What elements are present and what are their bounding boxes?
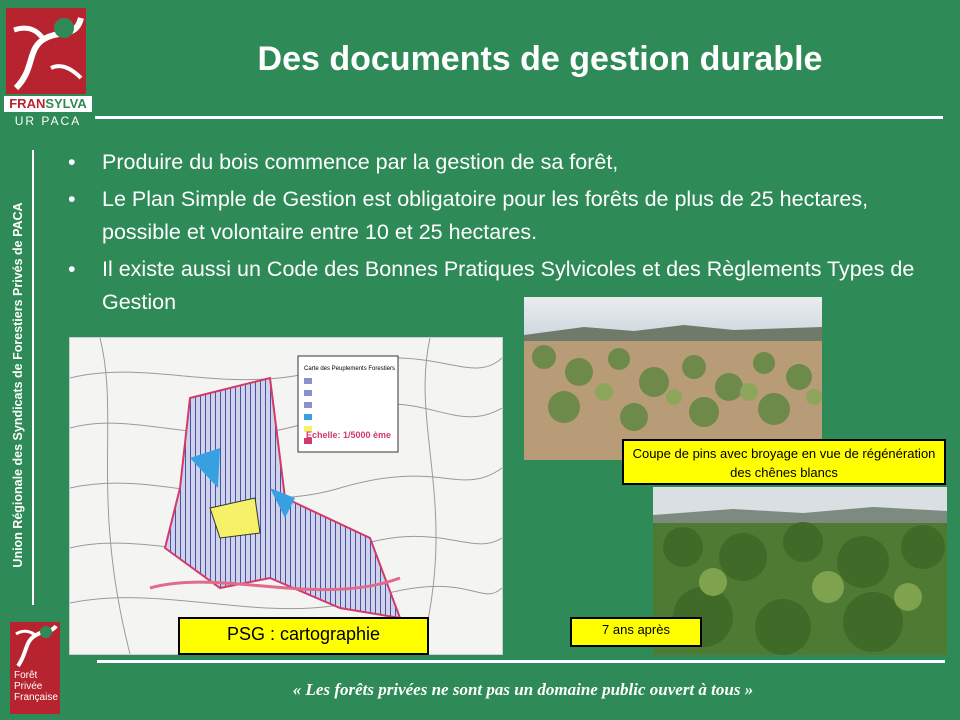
logo-subtitle: UR PACA	[14, 114, 82, 128]
side-caption: Union Régionale des Syndicats de Forestiers Privés de PACA	[11, 202, 25, 568]
map-scale: Echelle: 1/5000 ème	[306, 430, 392, 440]
foret-privee-logo	[10, 622, 60, 714]
photo2-caption: 7 ans après	[570, 617, 702, 647]
pine-cut-photo	[524, 297, 822, 460]
bottom-logo-text: Forêt Privée Française	[14, 670, 58, 703]
tree-icon	[10, 622, 60, 668]
slide-title: Des documents de gestion durable	[257, 40, 823, 78]
bullet-item: • Le Plan Simple de Gestion est obligatoire pour les forêts de plus de 25 hectares, possible et volontaire entre 10 et 25 hectares.	[62, 183, 932, 249]
footer-slogan: « Les forêts privées ne sont pas un domaine public ouvert à tous »	[292, 680, 754, 699]
photo1-caption: Coupe de pins avec broyage en vue de régénération des chênes blancs	[622, 439, 946, 485]
bullet-item: • Il existe aussi un Code des Bonnes Pratiques Sylvicoles et des Règlements Types de Gestion	[62, 253, 932, 319]
footer-divider	[97, 660, 945, 663]
logo-brand: FRANSYLVA	[4, 96, 92, 112]
bullet-item: • Produire du bois commence par la gestion de sa forêt,	[62, 146, 932, 179]
map-caption: PSG : cartographie	[178, 617, 429, 655]
side-divider	[32, 150, 34, 605]
tree-logo-icon	[6, 8, 86, 94]
fransylva-logo	[4, 4, 88, 130]
map-legend-title: Carte des Peuplements Forestiers	[304, 366, 396, 372]
title-divider	[95, 116, 943, 119]
forest-map-image	[69, 337, 503, 655]
